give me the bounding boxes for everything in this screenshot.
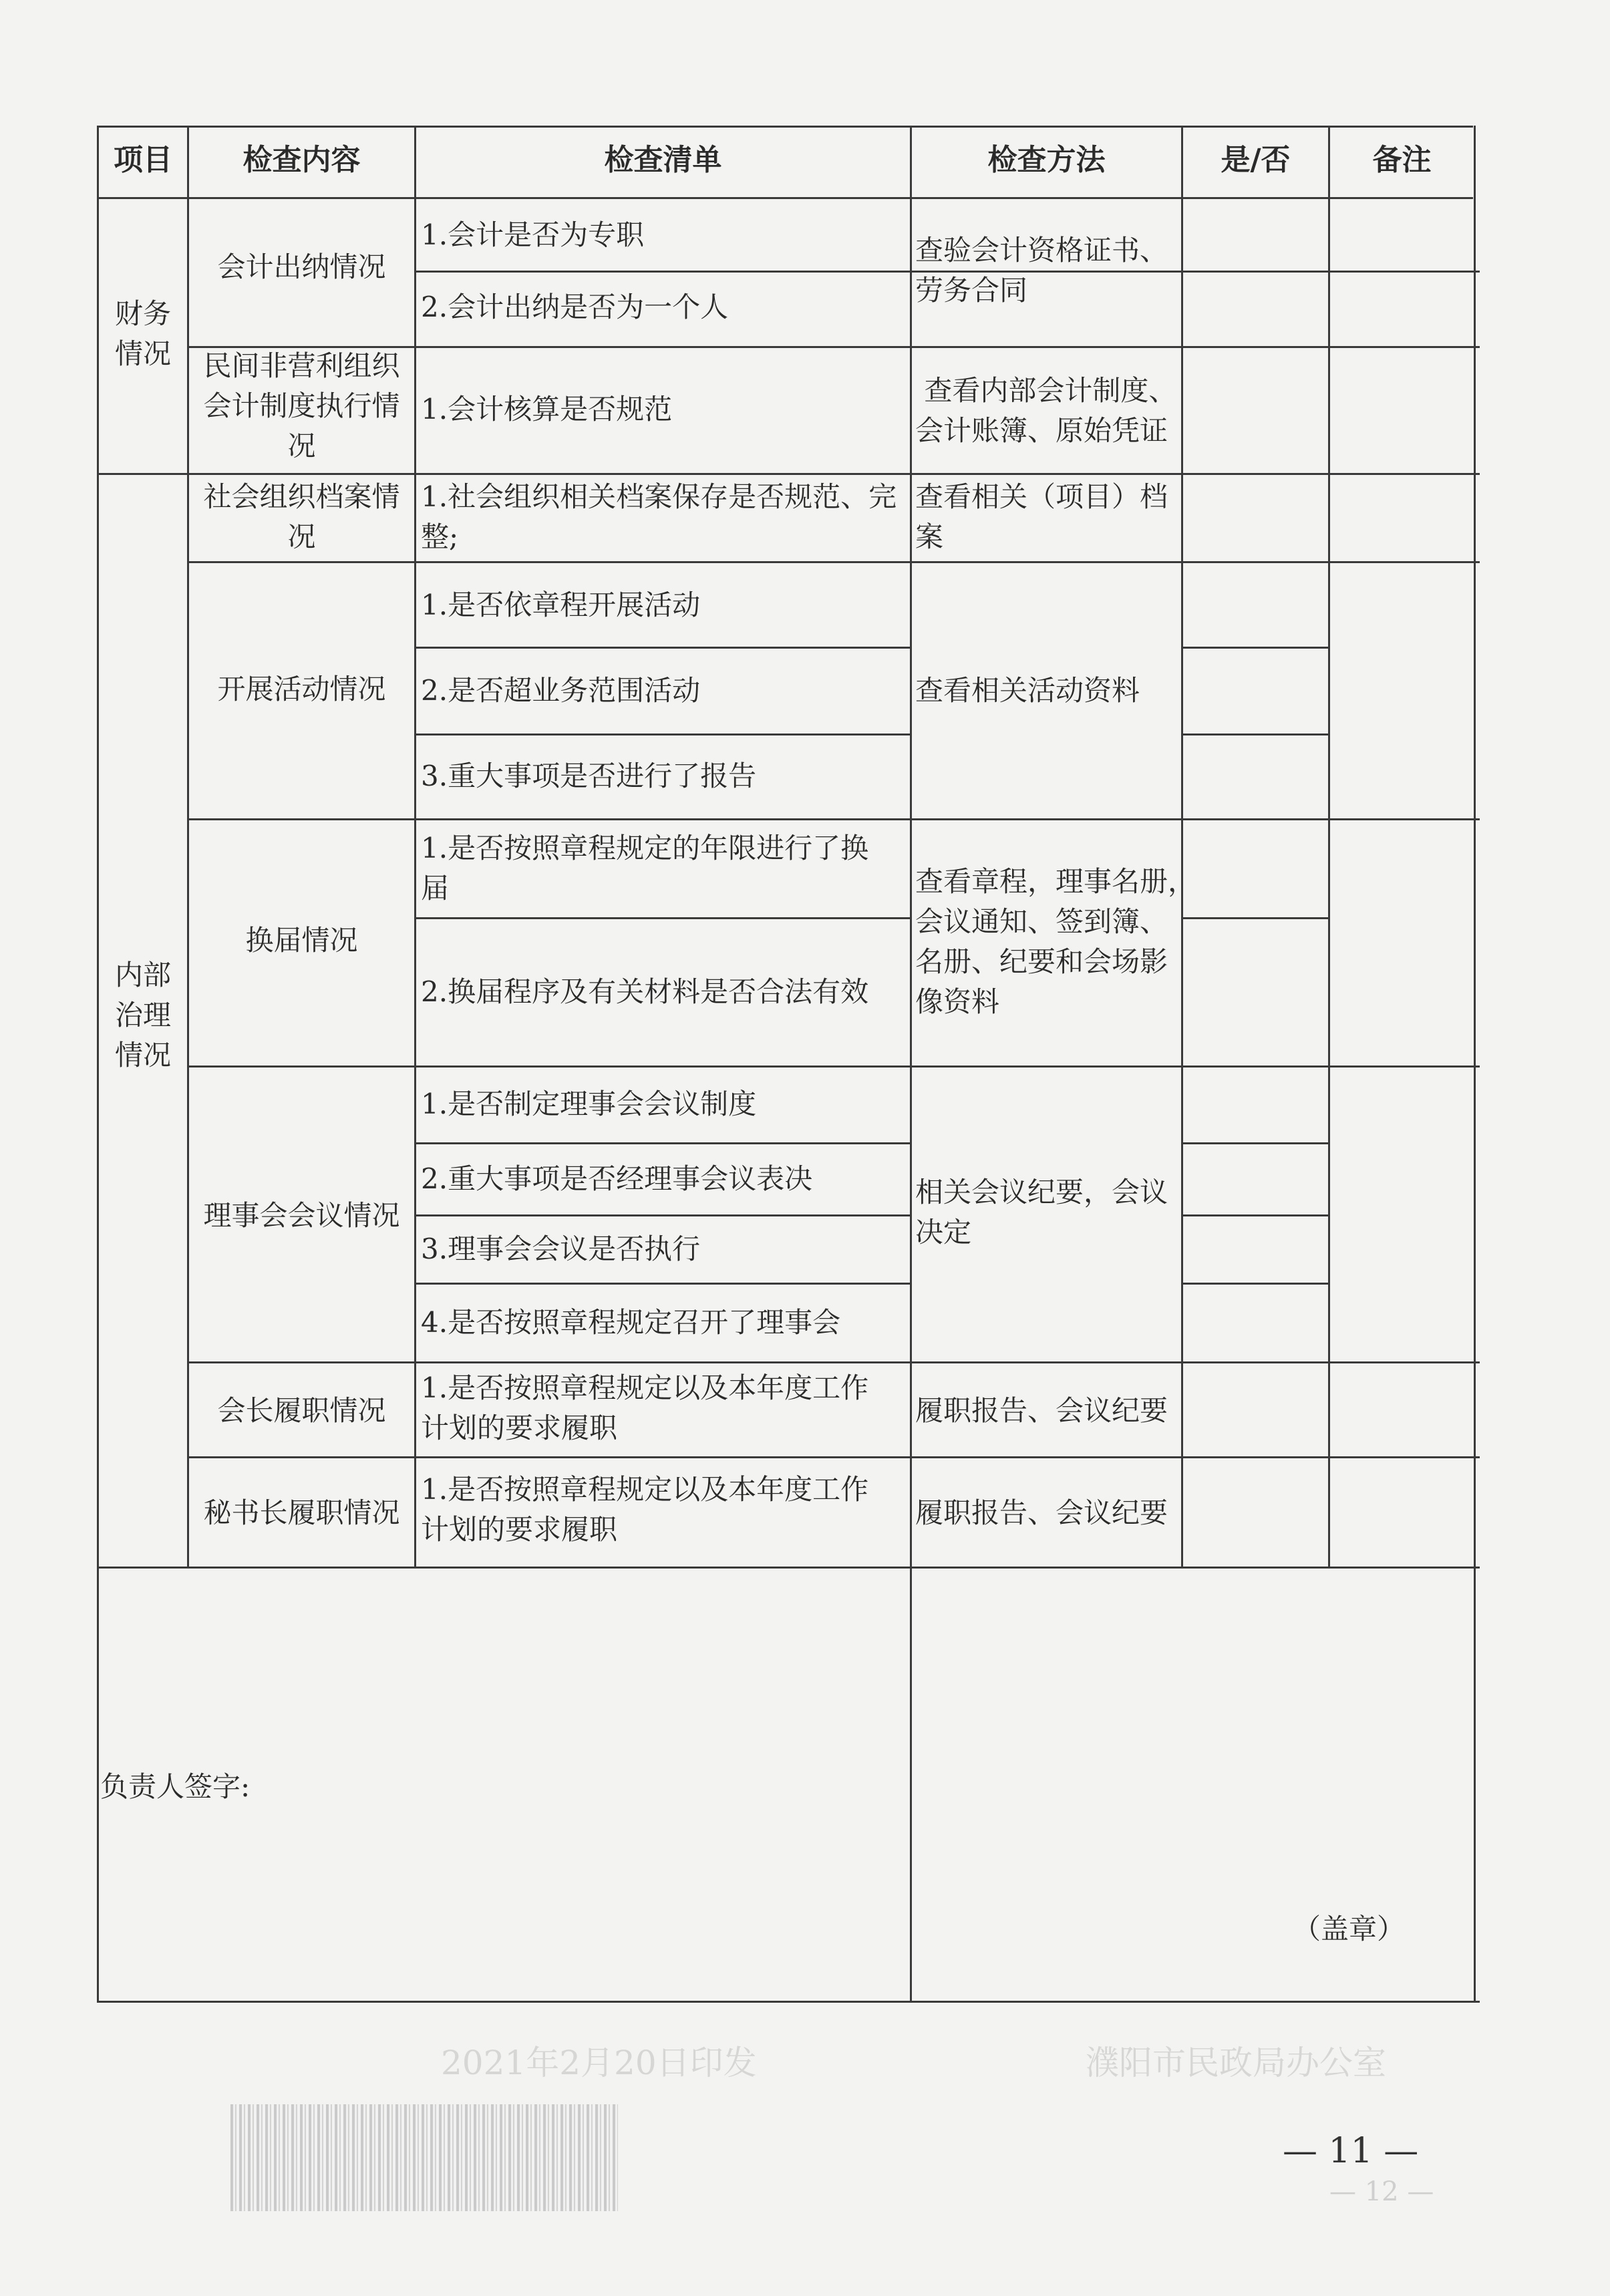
header-remark: 备注 — [1372, 143, 1432, 177]
method-secretary: 履职报告、会议纪要 — [915, 1496, 1168, 1529]
rule-board-1b — [1182, 1142, 1329, 1144]
check-election-1: 1.是否按照章程规定的年限进行了换 届 — [421, 832, 869, 905]
page-number: — 11 — — [1283, 2131, 1419, 2171]
rule-method-right — [1181, 126, 1183, 1569]
check-activity-2: 2.是否超业务范围活动 — [421, 674, 701, 707]
rule-left — [97, 126, 99, 2003]
rule-board-2b — [1182, 1214, 1329, 1216]
method-board: 相关会议纪要，会议 决定 — [915, 1176, 1168, 1249]
method-activity: 查看相关活动资料 — [915, 674, 1140, 707]
check-board-3: 3.理事会会议是否执行 — [421, 1233, 701, 1265]
method-president: 履职报告、会议纪要 — [915, 1394, 1168, 1427]
check-president-1: 1.是否按照章程规定以及本年度工作 计划的要求履职 — [421, 1371, 869, 1444]
check-board-2: 2.重大事项是否经理事会议表决 — [421, 1162, 813, 1195]
rule-right — [1474, 126, 1476, 2003]
content-president: 会长履职情况 — [217, 1394, 386, 1427]
page-number-bleed: — 12 — — [1329, 2176, 1434, 2207]
header-list: 检查清单 — [604, 143, 722, 177]
header-method: 检查方法 — [987, 143, 1106, 177]
barcode-image — [230, 2104, 618, 2211]
rule-activity-2b — [1182, 733, 1329, 735]
rule-header-bottom — [97, 197, 1473, 199]
check-board-4: 4.是否按照章程规定召开了理事会 — [421, 1306, 841, 1339]
content-cashier: 会计出纳情况 — [217, 251, 386, 283]
check-activity-1: 1.是否依章程开展活动 — [421, 589, 701, 621]
section-finance: 财务 情况 — [114, 297, 171, 370]
rule-board-1 — [414, 1142, 912, 1144]
check-activity-3: 3.重大事项是否进行了报告 — [421, 760, 757, 792]
rule-secretary-bottom — [97, 1567, 1480, 1569]
check-archive-1: 1.社会组织相关档案保存是否规范、完 整; — [421, 480, 897, 553]
footer-date: 2021年2月20日印发 — [441, 2043, 757, 2082]
check-cashier-1: 1.会计是否为专职 — [421, 218, 645, 251]
check-election-2: 2.换届程序及有关材料是否合法有效 — [421, 975, 869, 1008]
content-archive: 社会组织档案情 况 — [203, 480, 400, 553]
stamp-label: （盖章） — [1293, 1913, 1406, 1945]
rule-board-3 — [414, 1283, 912, 1285]
content-accounting: 民间非营利组织 会计制度执行情 况 — [203, 349, 400, 462]
check-secretary-1: 1.是否按照章程规定以及本年度工作 计划的要求履职 — [421, 1473, 869, 1546]
content-election: 换届情况 — [245, 924, 358, 957]
header-item: 项目 — [114, 143, 172, 177]
rule-board-2 — [414, 1214, 912, 1216]
rule-item-right — [187, 126, 189, 1569]
rule-board-3b — [1182, 1283, 1329, 1285]
rule-activity-1 — [414, 647, 912, 649]
rule-finance-bottom — [97, 473, 1480, 475]
rule-yesno-right — [1328, 126, 1330, 1569]
rule-election-bottom — [187, 1065, 1480, 1068]
footer-issuer: 濮阳市民政局办公室 — [1086, 2043, 1386, 2082]
check-cashier-2: 2.会计出纳是否为一个人 — [421, 291, 729, 323]
header-content: 检查内容 — [243, 143, 361, 177]
rule-list-right — [910, 126, 912, 2003]
method-cashier: 查验会计资格证书、 劳务合同 — [915, 234, 1168, 307]
rule-president-bottom — [187, 1456, 1480, 1458]
method-election: 查看章程，理事名册， 会议通知、签到簿、 名册、纪要和会场影 像资料 — [915, 865, 1196, 1018]
content-board: 理事会会议情况 — [203, 1199, 400, 1232]
header-yesno: 是/否 — [1221, 143, 1291, 177]
check-accounting-1: 1.会计核算是否规范 — [421, 393, 673, 426]
check-board-1: 1.是否制定理事会会议制度 — [421, 1088, 757, 1120]
rule-activity-2 — [414, 733, 912, 735]
rule-activity-bottom — [187, 818, 1480, 820]
rule-top — [97, 126, 1473, 128]
rule-content-right — [414, 126, 416, 1569]
content-secretary: 秘书长履职情况 — [203, 1496, 400, 1529]
content-activity: 开展活动情况 — [217, 673, 386, 705]
rule-election-mid — [414, 917, 912, 919]
method-accounting: 查看内部会计制度、 会计账簿、原始凭证 — [915, 374, 1177, 447]
signature-label: 负责人签字: — [100, 1770, 251, 1803]
rule-table-bottom — [97, 2001, 1480, 2003]
method-archive: 查看相关（项目）档 案 — [915, 480, 1168, 553]
rule-archive-bottom — [187, 561, 1480, 563]
section-governance: 内部 治理 情况 — [114, 959, 171, 1072]
rule-board-bottom — [187, 1361, 1480, 1363]
rule-election-midb — [1182, 917, 1329, 919]
rule-activity-1b — [1182, 647, 1329, 649]
